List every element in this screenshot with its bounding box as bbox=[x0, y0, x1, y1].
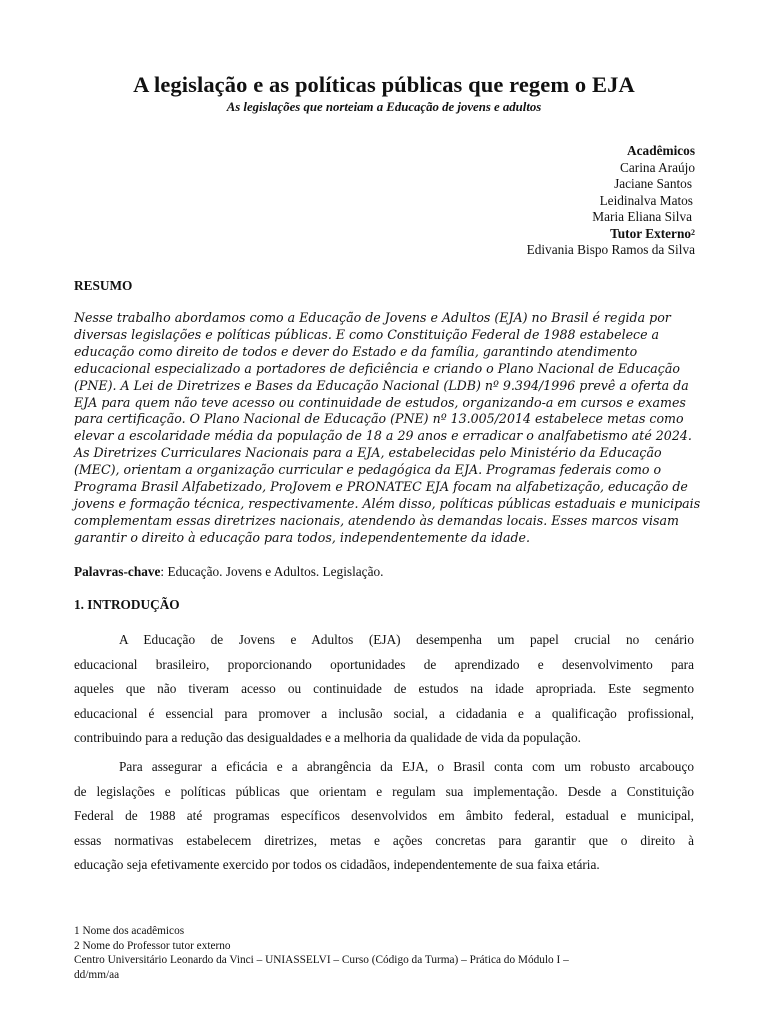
footnotes bbox=[74, 924, 694, 982]
abstract-line: (MEC), orientam a organização curricular e pedagógica da EJA. Programas federais como o bbox=[74, 462, 662, 478]
abstract-line: educação como direito de todos e dever do Estado e da família, garantindo atendimento bbox=[74, 343, 638, 359]
tutor-heading-label: Tutor Externo bbox=[610, 225, 691, 241]
abstract-line: Programa Brasil Alfabetizado, ProJovem e PRONATEC EJA focam na alfabetização, educação de bbox=[74, 479, 688, 495]
paragraph-line: A Educação de Jovens e Adultos (EJA) desempenha um papel crucial no cenário bbox=[119, 632, 694, 647]
document-subtitle: As legislações que norteiam a Educação de jovens e adultos bbox=[226, 100, 542, 114]
footnote: 1 Nome dos acadêmicos bbox=[74, 925, 185, 937]
abstract-line: garantir o direito à educação para todos, independentemente da idade. bbox=[74, 529, 530, 545]
tutor-heading bbox=[527, 226, 695, 243]
paragraph-line: aqueles que não tiveram acesso ou continuidade de estudos na idade apropriada. Este segmento bbox=[74, 681, 694, 697]
author-name: Leidinalva Matos bbox=[599, 192, 693, 208]
document-title: A legislação e as políticas públicas que regem o EJA bbox=[133, 72, 635, 97]
abstract-line: As Diretrizes Curriculares Nacionais para a EJA, estabelecidas pelo Ministério da Educação bbox=[74, 445, 662, 461]
author-name: Carina Araújo bbox=[620, 159, 695, 175]
keywords-label: Palavras-chave bbox=[74, 564, 161, 579]
abstract-line: complementam essas diretrizes nacionais, atendendo às demandas locais. Esses marcos visam bbox=[74, 512, 679, 528]
intro-paragraph-1 bbox=[74, 628, 694, 751]
resumo-heading: RESUMO bbox=[74, 278, 133, 293]
paragraph-line: contribuindo para a redução das desigualdades e a melhoria da qualidade de vida da população. bbox=[74, 730, 581, 746]
author-name: Jaciane Santos bbox=[614, 176, 692, 191]
paragraph-line: educacional brasileiro, proporcionando oportunidades de aprendizado e desenvolvimento para bbox=[74, 656, 694, 672]
footnote: Centro Universitário Leonardo da Vinci – UNIASSELVI – Curso (Código da Turma) – Prática do Módulo I – bbox=[74, 954, 569, 966]
authors-block bbox=[527, 143, 695, 259]
abstract-line: para certificação. O Plano Nacional de Educação (PNE) nº 13.005/2014 estabelece metas como bbox=[74, 411, 684, 427]
abstract-line: elevar a escolaridade média da população de 18 a 29 anos e erradicar o analfabetismo até 2024. bbox=[74, 428, 692, 444]
paragraph-line: de legislações e políticas públicas que orientam e regulam sua implementação. Desde a Constituição bbox=[74, 783, 694, 799]
paragraph-line: essas normativas estabelecem diretrizes, metas e ações concretas para garantir que o direito à bbox=[74, 832, 694, 848]
abstract-line: (PNE). A Lei de Diretrizes e Bases da Educação Nacional (LDB) nº 9.394/1996 prevê a oferta da bbox=[74, 377, 689, 393]
section-heading: 1. INTRODUÇÃO bbox=[74, 597, 180, 612]
footnote: dd/mm/aa bbox=[74, 968, 120, 981]
intro-paragraph-2 bbox=[74, 755, 694, 878]
abstract-line: jovens e formação técnica, respectivamente. Além disso, políticas públicas estaduais e municipais bbox=[74, 495, 701, 511]
abstract-line: diversas legislações e políticas públicas. E como Constituição Federal de 1988 estabelece a bbox=[74, 326, 660, 342]
footnote: 2 Nome do Professor tutor externo bbox=[74, 939, 231, 952]
abstract-line: EJA para quem não teve acesso ou continuidade de estudos, organizando-a em cursos e exames bbox=[74, 394, 686, 410]
abstract-line: educacional especializado a portadores de deficiência e criando o Plano Nacional de Educação bbox=[74, 360, 680, 376]
abstract-line: Nesse trabalho abordamos como a Educação de Jovens e Adultos (EJA) no Brasil é regida por bbox=[74, 310, 671, 325]
abstract-text bbox=[74, 310, 701, 547]
keywords-text: : Educação. Jovens e Adultos. Legislação. bbox=[160, 564, 384, 579]
keywords-line bbox=[74, 564, 383, 580]
paragraph-line: educacional é essencial para promover a inclusão social, a cidadania e a qualificação profissional, bbox=[74, 705, 694, 721]
tutor-name: Edivania Bispo Ramos da Silva bbox=[526, 242, 695, 257]
authors-heading: Acadêmicos bbox=[627, 143, 695, 158]
paragraph-line: Federal de 1988 até programas específicos desenvolvidos em âmbito federal, estadual e municipal, bbox=[74, 808, 694, 824]
paragraph-line: Para assegurar a eficácia e a abrangência da EJA, o Brasil conta com um robusto arcabouço bbox=[119, 759, 694, 774]
tutor-footnote-mark: 2 bbox=[691, 227, 695, 237]
author-name: Maria Eliana Silva bbox=[592, 209, 692, 224]
paragraph-line: educação seja efetivamente exercido por todos os cidadãos, independentemente de sua faixa etária. bbox=[74, 857, 600, 873]
